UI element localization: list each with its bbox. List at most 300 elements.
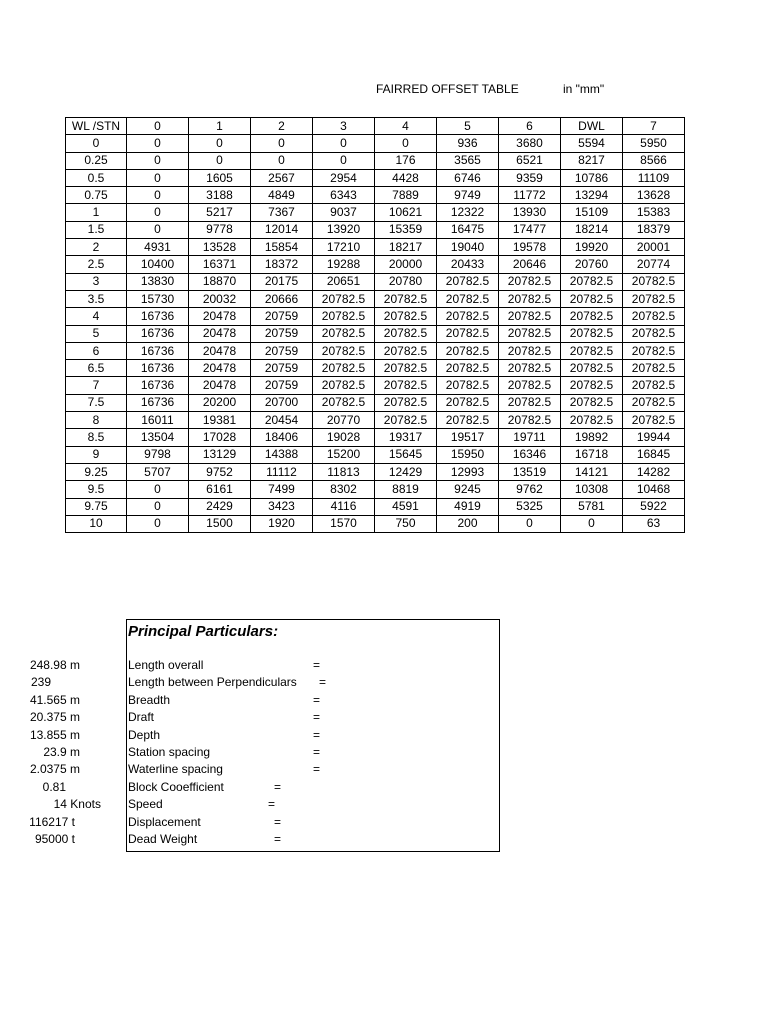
particular-value: 41.565 m — [29, 692, 80, 707]
offset-cell: 2429 — [189, 498, 251, 515]
equals-sign: = — [319, 675, 327, 690]
offset-cell: 10621 — [375, 204, 437, 221]
equals-sign: = — [274, 814, 282, 829]
table-row — [66, 135, 685, 152]
offset-cell: 8217 — [561, 152, 623, 169]
offset-cell: 20782.5 — [561, 290, 623, 307]
offset-cell: 12993 — [437, 463, 499, 480]
offset-cell: 18214 — [561, 221, 623, 238]
offset-cell: 0 — [313, 152, 375, 169]
offset-cell: 14388 — [251, 446, 313, 463]
particular-value: 248.98 m — [29, 658, 80, 672]
offset-cell: 20782.5 — [561, 412, 623, 429]
table-row — [66, 273, 685, 290]
offset-cell: 15730 — [127, 290, 189, 307]
offset-cell: 9749 — [437, 187, 499, 204]
offset-cell: 20782.5 — [437, 325, 499, 342]
offset-cell: 20782.5 — [375, 412, 437, 429]
offset-cell: 14282 — [623, 463, 685, 480]
offset-cell: 20032 — [189, 290, 251, 307]
offset-cell: 19288 — [313, 256, 375, 273]
offset-cell: 20759 — [251, 325, 313, 342]
offset-cell: 15200 — [313, 446, 375, 463]
waterline-cell: 0.25 — [66, 152, 127, 169]
offset-cell: 20782.5 — [623, 377, 685, 394]
table-row — [66, 429, 685, 446]
offset-cell: 18372 — [251, 256, 313, 273]
offset-cell: 20770 — [313, 412, 375, 429]
offset-cell: 20478 — [189, 360, 251, 377]
offset-cell: 20782.5 — [623, 412, 685, 429]
offset-cell: 20782.5 — [437, 360, 499, 377]
offset-cell: 16736 — [127, 308, 189, 325]
offset-cell: 20759 — [251, 308, 313, 325]
particular-value: 13.855 m — [29, 727, 80, 742]
table-row — [66, 239, 685, 256]
offset-cell: 20782.5 — [313, 308, 375, 325]
offset-cell: 20782.5 — [375, 308, 437, 325]
table-header-row — [66, 118, 685, 135]
offset-cell: 0 — [127, 498, 189, 515]
offset-cell: 18870 — [189, 273, 251, 290]
offset-cell: 19944 — [623, 429, 685, 446]
offset-cell: 9245 — [437, 481, 499, 498]
offset-cell: 15359 — [375, 221, 437, 238]
offset-cell: 19892 — [561, 429, 623, 446]
offset-cell: 20782.5 — [561, 308, 623, 325]
offset-cell: 20782.5 — [437, 377, 499, 394]
particular-value: 2.0375 m — [29, 762, 80, 777]
table-row — [66, 152, 685, 169]
offset-cell: 20782.5 — [313, 394, 375, 411]
particular-label: Draft — [128, 710, 155, 725]
offset-cell: 16736 — [127, 377, 189, 394]
offset-cell: 9037 — [313, 204, 375, 221]
offset-cell: 4116 — [313, 498, 375, 515]
table-row — [66, 169, 685, 186]
offset-cell: 63 — [623, 515, 685, 532]
offset-cell: 20646 — [499, 256, 561, 273]
offset-cell: 4428 — [375, 169, 437, 186]
table-row — [66, 204, 685, 221]
offset-cell: 20782.5 — [499, 325, 561, 342]
offset-cell: 11112 — [251, 463, 313, 480]
header-cell: 4 — [375, 118, 437, 135]
unit-label: in "mm" — [563, 82, 605, 96]
waterline-cell: 3.5 — [66, 290, 127, 307]
offset-cell: 20700 — [251, 394, 313, 411]
offset-cell: 3188 — [189, 187, 251, 204]
table-row — [66, 256, 685, 273]
offset-cell: 0 — [127, 481, 189, 498]
offset-cell: 0 — [127, 515, 189, 532]
offset-cell: 20478 — [189, 342, 251, 359]
table-row — [66, 342, 685, 359]
offset-cell: 20782.5 — [561, 325, 623, 342]
offset-cell: 0 — [127, 152, 189, 169]
offset-cell: 200 — [437, 515, 499, 532]
particular-value: 14 Knots — [53, 797, 101, 812]
offset-cell: 1920 — [251, 515, 313, 532]
offset-cell: 16736 — [127, 342, 189, 359]
particular-label: Length between Perpendiculars — [128, 675, 297, 690]
offset-cell: 8566 — [623, 152, 685, 169]
offset-cell: 0 — [499, 515, 561, 532]
waterline-cell: 0 — [66, 135, 127, 152]
offset-cell: 3565 — [437, 152, 499, 169]
offset-cell: 3423 — [251, 498, 313, 515]
offset-cell: 20782.5 — [437, 394, 499, 411]
offset-cell: 20478 — [189, 377, 251, 394]
offset-table — [65, 117, 685, 533]
offset-cell: 6161 — [189, 481, 251, 498]
table-title: FAIRRED OFFSET TABLE — [376, 82, 519, 96]
offset-cell: 20782.5 — [313, 342, 375, 359]
offset-cell: 20759 — [251, 377, 313, 394]
equals-sign: = — [313, 692, 321, 707]
offset-cell: 15854 — [251, 239, 313, 256]
offset-cell: 20782.5 — [623, 325, 685, 342]
offset-cell: 15950 — [437, 446, 499, 463]
particular-value: 0.81 — [42, 779, 66, 794]
offset-cell: 19028 — [313, 429, 375, 446]
offset-cell: 20782.5 — [437, 342, 499, 359]
offset-cell: 1500 — [189, 515, 251, 532]
offset-cell: 12014 — [251, 221, 313, 238]
offset-cell: 18217 — [375, 239, 437, 256]
equals-sign: = — [274, 779, 282, 794]
offset-cell: 5922 — [623, 498, 685, 515]
particular-label: Speed — [128, 797, 163, 812]
header-cell: 3 — [313, 118, 375, 135]
offset-cell: 9798 — [127, 446, 189, 463]
table-row — [66, 325, 685, 342]
waterline-cell: 0.75 — [66, 187, 127, 204]
offset-cell: 13930 — [499, 204, 561, 221]
waterline-cell: 1 — [66, 204, 127, 221]
header-cell: 0 — [127, 118, 189, 135]
offset-cell: 16346 — [499, 446, 561, 463]
principal-particulars-box — [29, 619, 500, 852]
offset-cell: 20666 — [251, 290, 313, 307]
offset-cell: 20782.5 — [561, 394, 623, 411]
offset-cell: 20175 — [251, 273, 313, 290]
offset-cell: 4591 — [375, 498, 437, 515]
offset-cell: 5325 — [499, 498, 561, 515]
table-row — [66, 290, 685, 307]
offset-cell: 19578 — [499, 239, 561, 256]
offset-cell: 176 — [375, 152, 437, 169]
offset-cell: 20782.5 — [313, 325, 375, 342]
table-row — [66, 463, 685, 480]
offset-cell: 11813 — [313, 463, 375, 480]
header-cell: 5 — [437, 118, 499, 135]
offset-cell: 19920 — [561, 239, 623, 256]
offset-cell: 1570 — [313, 515, 375, 532]
offset-cell: 20782.5 — [375, 325, 437, 342]
offset-cell: 20782.5 — [561, 377, 623, 394]
offset-cell: 20478 — [189, 308, 251, 325]
offset-cell: 4849 — [251, 187, 313, 204]
offset-cell: 11109 — [623, 169, 685, 186]
offset-cell: 20782.5 — [499, 273, 561, 290]
offset-cell: 20001 — [623, 239, 685, 256]
offset-cell: 9778 — [189, 221, 251, 238]
offset-cell: 10468 — [623, 481, 685, 498]
offset-cell: 19517 — [437, 429, 499, 446]
offset-cell: 17477 — [499, 221, 561, 238]
waterline-cell: 4 — [66, 308, 127, 325]
offset-cell: 4931 — [127, 239, 189, 256]
offset-cell: 13628 — [623, 187, 685, 204]
offset-cell: 20782.5 — [375, 360, 437, 377]
offset-cell: 8302 — [313, 481, 375, 498]
particular-value: 20.375 m — [29, 710, 80, 725]
offset-cell: 16736 — [127, 360, 189, 377]
particular-label: Waterline spacing — [128, 762, 223, 777]
offset-cell: 20433 — [437, 256, 499, 273]
equals-sign: = — [313, 658, 321, 672]
offset-cell: 20200 — [189, 394, 251, 411]
table-row — [66, 221, 685, 238]
table-row — [66, 394, 685, 411]
offset-cell: 20782.5 — [375, 377, 437, 394]
waterline-cell: 2 — [66, 239, 127, 256]
offset-cell: 20782.5 — [375, 290, 437, 307]
offset-cell: 20782.5 — [375, 394, 437, 411]
offset-cell: 0 — [375, 135, 437, 152]
offset-cell: 13129 — [189, 446, 251, 463]
offset-cell: 20780 — [375, 273, 437, 290]
offset-cell: 16845 — [623, 446, 685, 463]
offset-cell: 6746 — [437, 169, 499, 186]
offset-cell: 13294 — [561, 187, 623, 204]
offset-cell: 11772 — [499, 187, 561, 204]
waterline-cell: 9.25 — [66, 463, 127, 480]
offset-cell: 20782.5 — [375, 342, 437, 359]
table-row — [66, 377, 685, 394]
offset-cell: 9359 — [499, 169, 561, 186]
offset-cell: 17028 — [189, 429, 251, 446]
offset-cell: 5217 — [189, 204, 251, 221]
waterline-cell: 7.5 — [66, 394, 127, 411]
waterline-cell: 8 — [66, 412, 127, 429]
particular-value: 116217 t — [29, 814, 75, 829]
table-row — [66, 498, 685, 515]
offset-cell: 0 — [561, 515, 623, 532]
table-row — [66, 187, 685, 204]
waterline-cell: 2.5 — [66, 256, 127, 273]
particular-value: 23.9 m — [43, 745, 80, 759]
offset-cell: 4919 — [437, 498, 499, 515]
header-cell: 6 — [499, 118, 561, 135]
offset-cell: 20782.5 — [623, 308, 685, 325]
offset-cell: 13528 — [189, 239, 251, 256]
table-row — [66, 515, 685, 532]
offset-cell: 14121 — [561, 463, 623, 480]
equals-sign: = — [313, 745, 321, 759]
particulars-heading: Principal Particulars: — [128, 623, 279, 640]
header-cell-wl-stn: WL /STN — [66, 118, 127, 135]
offset-cell: 20782.5 — [499, 290, 561, 307]
offset-cell: 7499 — [251, 481, 313, 498]
offset-cell: 0 — [251, 152, 313, 169]
offset-cell: 20782.5 — [623, 394, 685, 411]
equals-sign: = — [313, 710, 321, 725]
offset-cell: 20651 — [313, 273, 375, 290]
offset-cell: 18379 — [623, 221, 685, 238]
offset-cell: 5594 — [561, 135, 623, 152]
offset-cell: 20782.5 — [499, 412, 561, 429]
offset-cell: 19317 — [375, 429, 437, 446]
table-row — [66, 308, 685, 325]
header-cell: 1 — [189, 118, 251, 135]
offset-cell: 20782.5 — [437, 290, 499, 307]
offset-cell: 20774 — [623, 256, 685, 273]
offset-cell: 2954 — [313, 169, 375, 186]
waterline-cell: 9.75 — [66, 498, 127, 515]
offset-cell: 5707 — [127, 463, 189, 480]
offset-cell: 20782.5 — [499, 342, 561, 359]
offset-cell: 6343 — [313, 187, 375, 204]
table-row — [66, 446, 685, 463]
offset-cell: 18406 — [251, 429, 313, 446]
offset-cell: 20782.5 — [313, 290, 375, 307]
offset-cell: 13830 — [127, 273, 189, 290]
table-row — [66, 412, 685, 429]
offset-cell: 0 — [127, 169, 189, 186]
table-row — [66, 481, 685, 498]
equals-sign: = — [268, 797, 276, 812]
offset-cell: 1605 — [189, 169, 251, 186]
offset-cell: 13504 — [127, 429, 189, 446]
particular-label: Block Cooefficient — [128, 779, 224, 794]
particular-label: Length overall — [128, 658, 204, 672]
offset-cell: 20782.5 — [623, 342, 685, 359]
equals-sign: = — [313, 762, 321, 777]
offset-cell: 8819 — [375, 481, 437, 498]
offset-cell: 7889 — [375, 187, 437, 204]
offset-cell: 16736 — [127, 325, 189, 342]
offset-cell: 16718 — [561, 446, 623, 463]
waterline-cell: 6.5 — [66, 360, 127, 377]
offset-cell: 20000 — [375, 256, 437, 273]
offset-cell: 16371 — [189, 256, 251, 273]
waterline-cell: 6 — [66, 342, 127, 359]
particular-label: Dead Weight — [128, 832, 198, 846]
particular-value: 95000 t — [34, 832, 75, 846]
particular-label: Depth — [128, 727, 161, 742]
offset-cell: 0 — [127, 221, 189, 238]
waterline-cell: 3 — [66, 273, 127, 290]
header-cell: 2 — [251, 118, 313, 135]
particular-label: Station spacing — [128, 745, 211, 759]
offset-cell: 10308 — [561, 481, 623, 498]
waterline-cell: 8.5 — [66, 429, 127, 446]
waterline-cell: 5 — [66, 325, 127, 342]
offset-cell: 20782.5 — [313, 360, 375, 377]
offset-cell: 20782.5 — [499, 308, 561, 325]
offset-cell: 2567 — [251, 169, 313, 186]
offset-cell: 20782.5 — [499, 360, 561, 377]
particular-label: Breadth — [128, 692, 171, 707]
offset-cell: 20782.5 — [499, 394, 561, 411]
waterline-cell: 9 — [66, 446, 127, 463]
offset-cell: 20782.5 — [561, 342, 623, 359]
particular-label: Displacement — [128, 814, 201, 829]
offset-cell: 7367 — [251, 204, 313, 221]
offset-cell: 9752 — [189, 463, 251, 480]
offset-cell: 20782.5 — [499, 377, 561, 394]
offset-cell: 5781 — [561, 498, 623, 515]
offset-cell: 10400 — [127, 256, 189, 273]
offset-cell: 20782.5 — [623, 273, 685, 290]
offset-cell: 5950 — [623, 135, 685, 152]
offset-cell: 16736 — [127, 394, 189, 411]
waterline-cell: 9.5 — [66, 481, 127, 498]
offset-cell: 10786 — [561, 169, 623, 186]
offset-cell: 20782.5 — [561, 273, 623, 290]
offset-cell: 9762 — [499, 481, 561, 498]
offset-cell: 20782.5 — [437, 412, 499, 429]
waterline-cell: 7 — [66, 377, 127, 394]
header-cell: 7 — [623, 118, 685, 135]
offset-cell: 0 — [127, 204, 189, 221]
offset-cell: 0 — [127, 187, 189, 204]
offset-cell: 12322 — [437, 204, 499, 221]
offset-cell: 20782.5 — [437, 308, 499, 325]
offset-cell: 17210 — [313, 239, 375, 256]
offset-cell: 19381 — [189, 412, 251, 429]
offset-cell: 12429 — [375, 463, 437, 480]
header-cell: DWL — [561, 118, 623, 135]
offset-cell: 15645 — [375, 446, 437, 463]
equals-sign: = — [274, 832, 282, 846]
offset-cell: 0 — [313, 135, 375, 152]
offset-cell: 20478 — [189, 325, 251, 342]
table-row — [66, 360, 685, 377]
offset-cell: 20759 — [251, 360, 313, 377]
offset-cell: 0 — [189, 152, 251, 169]
waterline-cell: 1.5 — [66, 221, 127, 238]
offset-cell: 936 — [437, 135, 499, 152]
offset-cell: 15383 — [623, 204, 685, 221]
offset-cell: 0 — [251, 135, 313, 152]
offset-cell: 20782.5 — [623, 290, 685, 307]
offset-cell: 16475 — [437, 221, 499, 238]
offset-cell: 20759 — [251, 342, 313, 359]
waterline-cell: 0.5 — [66, 169, 127, 186]
offset-cell: 20782.5 — [561, 360, 623, 377]
offset-cell: 0 — [127, 135, 189, 152]
equals-sign: = — [313, 727, 321, 742]
waterline-cell: 10 — [66, 515, 127, 532]
offset-cell: 0 — [189, 135, 251, 152]
offset-cell: 750 — [375, 515, 437, 532]
offset-cell: 19040 — [437, 239, 499, 256]
offset-cell: 3680 — [499, 135, 561, 152]
offset-cell: 20782.5 — [313, 377, 375, 394]
offset-cell: 13920 — [313, 221, 375, 238]
offset-cell: 6521 — [499, 152, 561, 169]
offset-cell: 16011 — [127, 412, 189, 429]
offset-cell: 19711 — [499, 429, 561, 446]
offset-cell: 15109 — [561, 204, 623, 221]
offset-cell: 20760 — [561, 256, 623, 273]
particular-value: 239 — [30, 675, 51, 690]
offset-cell: 20454 — [251, 412, 313, 429]
offset-cell: 13519 — [499, 463, 561, 480]
